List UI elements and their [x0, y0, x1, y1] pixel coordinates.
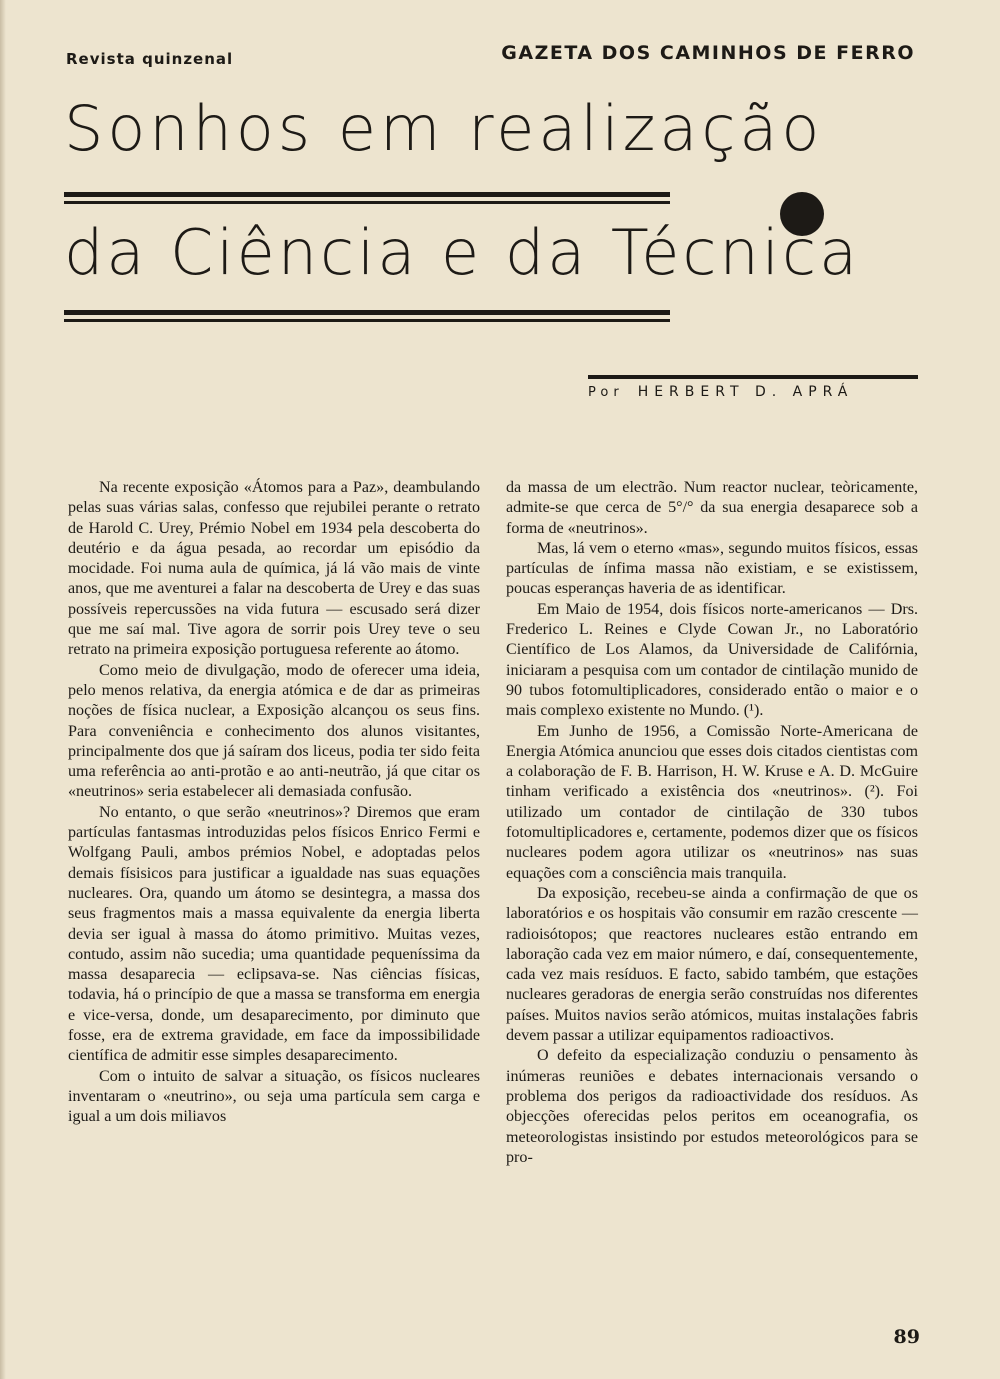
paragraph: Em Maio de 1954, dois físicos norte-americanos — Drs. Frederico L. Reines e Clyde Cowan Jr., no Laboratório Científico de Los Alamos, da Universidade de Califórnia, iniciaram a pesquisa com um contador de cintilação munido de 90 tubos fotomultiplicadores, considerado então o maior e o mais complexo existente no Mundo. (¹).	[506, 600, 918, 720]
title-rule-2a	[64, 310, 670, 315]
paragraph: O defeito da especialização conduziu o pensamento às inúmeras reuniões e debates internacionais versando o problema dos perigos da radioactividade dos resíduos. As objecções oferecidas pelos peritos em oceanografia, os meteorologistas insistindo por estudos meteorológicos para se pro-	[506, 1047, 918, 1166]
paragraph: Como meio de divulgação, modo de oferecer uma ideia, pelo menos relativa, da energia atómica e de dar as primeiras noções de física nuclear, a Exposição alcançou os seus fins. Para conveniência e conhecimento dos alunos visitantes, principalmente dos que já saíram dos liceus, podia ter sido feita uma referência ao anti-protão e ao anti-neutrão, já que citar os «neutrinos» seria estabelecer ali demasiada confusão.	[68, 661, 480, 801]
paragraph: No entanto, o que serão «neutrinos»? Diremos que eram partículas fantasmas introduzidas pelos físicos Enrico Fermi e Wolfgang Pauli, ambos prémios Nobel, e adoptadas pelos demais físisicos para justificar a igualdade nas suas equações nucleares. Ora, quando um átomo se desintegra, a massa dos seus fragmentos mais a massa equivalente da energia liberta devia ser igual à massa do átomo primitivo. Muitas vezes, contudo, assim não sucedia; uma quantidade pequeníssima da massa desaparecia — eclipsava-se. Nas ciências físicas, todavia, há o princípio de que a massa se transforma em energia e vice-versa, donde, um desaparecimento, por diminuto que fosse, era de extrema gravidade, em face da impossibilidade científica de admitir esse simples desaparecimento.	[68, 803, 480, 1065]
running-header-right: GAZETA DOS CAMINHOS DE FERRO	[501, 42, 915, 64]
running-header-left: Revista quinzenal	[66, 50, 234, 68]
title-rule-1a	[64, 192, 670, 197]
paragraph: Mas, lá vem o eterno «mas», segundo muitos físicos, essas partículas de ínfima massa não existiam, e se existissem, poucas esperanças haveria de as identificar.	[506, 539, 918, 598]
page-edge	[0, 0, 6, 1379]
paragraph: Em Junho de 1956, a Comissão Norte-Americana de Energia Atómica anunciou que esses dois citados cientistas com a colaboração de F. B. Harrison, H. W. Kruse e A. D. McGuire tinham verificado a existência dos «neutrinos». (²). Foi utilizado um contador de cintilação de 330 tubos fotomultiplicadores e, certamente, podemos dizer que os físicos nucleares podem agora utilizar os «neutrinos» nas suas equações com a consciência mais tranquila.	[506, 722, 918, 882]
article-column-left	[68, 478, 480, 1128]
byline-prefix: Por	[588, 385, 624, 400]
byline-rule	[588, 375, 918, 379]
paragraph-continuation: da massa de um electrão. Num reactor nuclear, teòricamente, admite-se que cerca de 5°/° da sua energia desaparece sob a forma de «neutrinos».	[506, 479, 918, 537]
title-rule-2b	[64, 319, 670, 322]
byline-author: HERBERT D. APRÁ	[637, 384, 854, 400]
article-title-line-1: Sonhos em realização	[64, 92, 824, 165]
paragraph: Com o intuito de salvar a situação, os físicos nucleares inventaram o «neutrino», ou seja uma partícula sem carga e igual a um dois miliavos	[68, 1067, 480, 1126]
paragraph: Da exposição, recebeu-se ainda a confirmação de que os laboratórios e os hospitais vão consumir em razão crescente — radioisótopos; que reactores nucleares estão entrando em laboração cada vez em maior número, e daí, consequentemente, cada vez mais resíduos. E facto, sabido também, que estações nucleares geradoras de energia serão construídas nos diferentes países. Muitos navios serão atómicos, muitas instalações fabris devem passar a utilizar equipamentos radioactivos.	[506, 884, 918, 1045]
byline	[588, 384, 853, 400]
title-rule-1b	[64, 201, 670, 204]
article-title-line-2: da Ciência e da Técnica	[64, 216, 861, 289]
article-column-right	[506, 478, 918, 1168]
paragraph: Na recente exposição «Átomos para a Paz», deambulando pelas suas várias salas, confesso que rejubilei perante o retrato de Harold C. Urey, Prémio Nobel em 1934 pela descoberta do deutério e da água pesada, ao recordar um episódio da mocidade. Foi numa aula de química, já lá vão mais de vinte anos, que me aventurei a falar na descoberta de Urey e das suas possíveis repercussões na vida futura — escusado será dizer que me saí mal. Tive agora de sorrir pois Urey teve o seu retrato na primeira exposição portuguesa referente ao átomo.	[68, 479, 480, 659]
page-number: 89	[893, 1326, 920, 1348]
